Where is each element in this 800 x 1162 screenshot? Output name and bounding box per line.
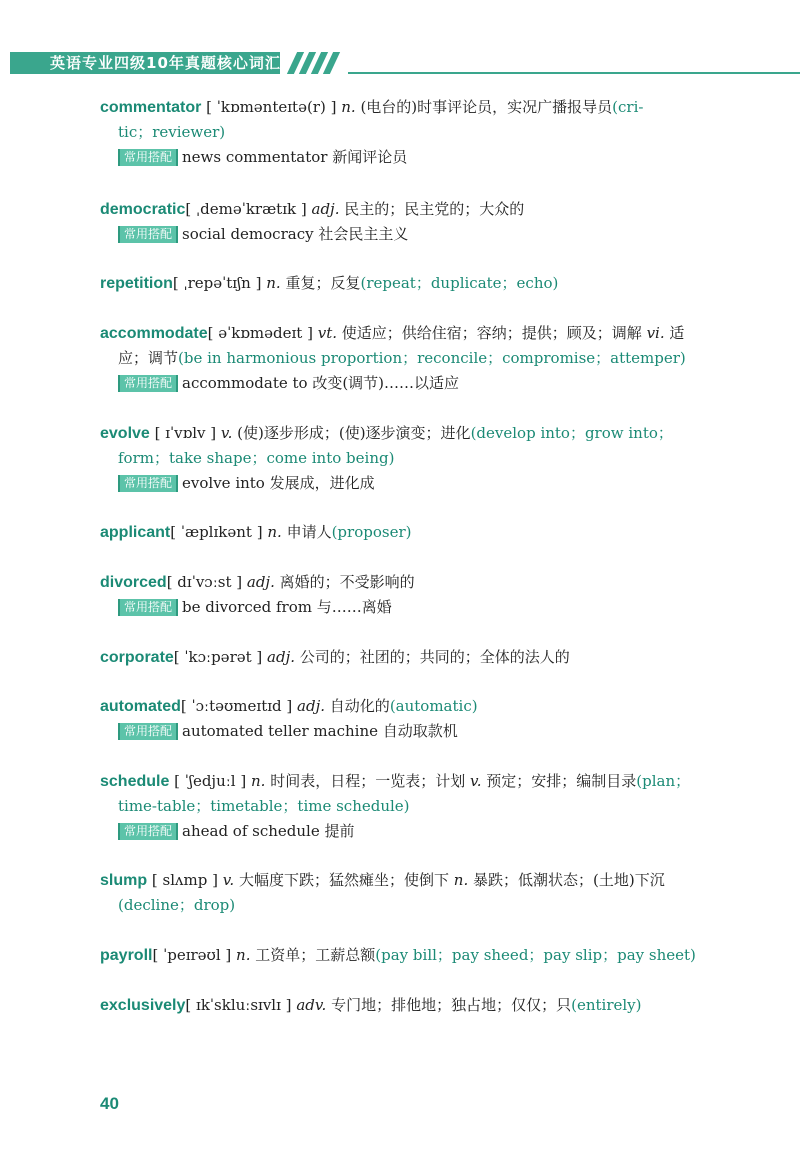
synonyms-continued: tic；reviewer) [118, 123, 226, 141]
definition: 大幅度下跌；猛然瘫坐；使倒下 [238, 871, 449, 889]
collocation [100, 145, 730, 170]
headword: exclusively [100, 997, 186, 1014]
banner-rule [348, 72, 800, 74]
phonetic: [ ˈpeɪrəʊl ] [152, 946, 232, 964]
headword: democratic [100, 201, 186, 218]
part-of-speech: n. [266, 274, 281, 292]
header-title: 英语专业四级10年真题核心词汇 [50, 54, 281, 72]
page-header-banner [10, 46, 800, 76]
phonetic: [ ˌrepəˈtɪʃn ] [172, 274, 262, 292]
definition: 时间表，日程；一览表；计划 [270, 772, 466, 790]
headword: commentator [100, 99, 202, 116]
headword: divorced [100, 574, 167, 591]
part-of-speech-2: vi. [646, 324, 665, 342]
part-of-speech: adj. [246, 573, 275, 591]
collocation-tag: 常用搭配 [118, 723, 178, 740]
entry-payroll [100, 943, 730, 968]
synonyms: (repeat；duplicate；echo) [360, 274, 559, 292]
definition: 自动化的 [329, 697, 390, 715]
headword: repetition [100, 275, 173, 292]
synonyms: (pay bill；pay sheed；pay slip；pay sheet) [375, 946, 696, 964]
definition: 申请人 [286, 523, 332, 541]
definition: (使)逐步形成；(使)逐步演变；进化 [237, 424, 471, 442]
phonetic: [ ˈkɔːpərət ] [173, 648, 263, 666]
entry-commentator [100, 95, 730, 170]
synonyms: (proposer) [331, 523, 412, 541]
collocation-text: social democracy 社会民主主义 [182, 225, 409, 243]
definition: 民主的；民主党的；大众的 [344, 200, 525, 218]
phonetic: [ ˌdeməˈkrætɪk ] [185, 200, 307, 218]
headword: accommodate [100, 325, 208, 342]
collocation-text: ahead of schedule 提前 [182, 822, 355, 840]
synonyms: (cri- [612, 98, 644, 116]
collocation-tag: 常用搭配 [118, 599, 178, 616]
definition: (电台的)时事评论员，实况广播报导员 [360, 98, 613, 116]
definition: 工资单；工薪总额 [255, 946, 376, 964]
collocation-tag: 常用搭配 [118, 149, 178, 166]
part-of-speech: n. [251, 772, 266, 790]
part-of-speech: adj. [297, 697, 326, 715]
headword: payroll [100, 947, 153, 964]
synonyms: (entirely) [571, 996, 642, 1014]
collocation [100, 471, 730, 496]
synonyms-continued: form；take shape；come into being) [118, 449, 395, 467]
definition: 离婚的；不受影响的 [279, 573, 415, 591]
synonyms: (plan； [636, 772, 691, 790]
part-of-speech: adj. [311, 200, 340, 218]
collocation-text: evolve into 发展成，进化成 [182, 474, 375, 492]
collocation [100, 222, 730, 247]
page-number: 40 [100, 1094, 119, 1113]
part-of-speech-2: v. [470, 772, 482, 790]
collocation [100, 595, 730, 620]
collocation-tag: 常用搭配 [118, 226, 178, 243]
synonyms-continued: (decline；drop) [118, 896, 236, 914]
entry-divorced [100, 570, 730, 620]
definition: 重复；反复 [285, 274, 361, 292]
headword: slump [100, 872, 148, 889]
definition: 专门地；排他地；独占地；仅仅；只 [331, 996, 572, 1014]
definition-2: 预定；安排；编制目录 [486, 772, 637, 790]
synonyms: (automatic) [389, 697, 478, 715]
collocation-text: automated teller machine 自动取款机 [182, 722, 458, 740]
definition-2: 适 [669, 324, 685, 342]
headword: applicant [100, 524, 171, 541]
headword: evolve [100, 425, 150, 442]
collocation [100, 719, 730, 744]
phonetic: [ ˈkɒmənteɪtə(r) ] [206, 98, 337, 116]
definition: 公司的；社团的；共同的；全体的法人的 [299, 648, 570, 666]
phonetic: [ dɪˈvɔːst ] [166, 573, 243, 591]
part-of-speech: n. [267, 523, 282, 541]
part-of-speech: vt. [317, 324, 337, 342]
synonyms-continued: time-table；timetable；time schedule) [118, 797, 410, 815]
headword: schedule [100, 773, 170, 790]
entry-corporate [100, 645, 730, 670]
phonetic: [ ˈɔːtəʊmeɪtɪd ] [180, 697, 293, 715]
headword: automated [100, 698, 181, 715]
phonetic: [ ɪkˈskluːsɪvlɪ ] [185, 996, 292, 1014]
part-of-speech: adv. [296, 996, 327, 1014]
synonyms: (develop into；grow into； [470, 424, 673, 442]
entry-automated [100, 694, 730, 744]
entry-accommodate [100, 321, 730, 396]
phonetic: [ slʌmp ] [151, 871, 218, 889]
entry-slump [100, 868, 730, 918]
entry-democratic [100, 197, 730, 247]
part-of-speech: n. [341, 98, 356, 116]
entry-repetition [100, 271, 730, 296]
part-of-speech: v. [220, 424, 233, 442]
collocation-tag: 常用搭配 [118, 475, 178, 492]
part-of-speech: adj. [267, 648, 296, 666]
phonetic: [ ɪˈvɒlv ] [154, 424, 217, 442]
collocation-tag: 常用搭配 [118, 375, 178, 392]
entry-schedule [100, 769, 730, 844]
entry-exclusively [100, 993, 730, 1018]
collocation-text: accommodate to 改变(调节)……以适应 [182, 374, 460, 392]
definition-2: 暴跌；低潮状态；(土地)下沉 [473, 871, 665, 889]
part-of-speech: v. [222, 871, 235, 889]
collocation-text: be divorced from 与……离婚 [182, 598, 392, 616]
collocation [100, 371, 730, 396]
definition-continued: 应；调节 [118, 349, 179, 367]
part-of-speech-2: n. [453, 871, 469, 889]
entry-applicant [100, 520, 730, 545]
collocation-tag: 常用搭配 [118, 823, 178, 840]
entry-evolve [100, 421, 730, 496]
definition: 使适应；供给住宿；容纳；提供；顾及；调解 [341, 324, 642, 342]
collocation [100, 819, 730, 844]
phonetic: [ ˈæplɪkənt ] [170, 523, 263, 541]
phonetic: [ ˈʃedjuːl ] [174, 772, 247, 790]
headword: corporate [100, 649, 174, 666]
synonyms-continued: (be in harmonious proportion；reconcile；compromise；attemper) [178, 349, 686, 367]
part-of-speech: n. [236, 946, 251, 964]
phonetic: [ əˈkɒmədeɪt ] [207, 324, 313, 342]
collocation-text: news commentator 新闻评论员 [182, 148, 408, 166]
